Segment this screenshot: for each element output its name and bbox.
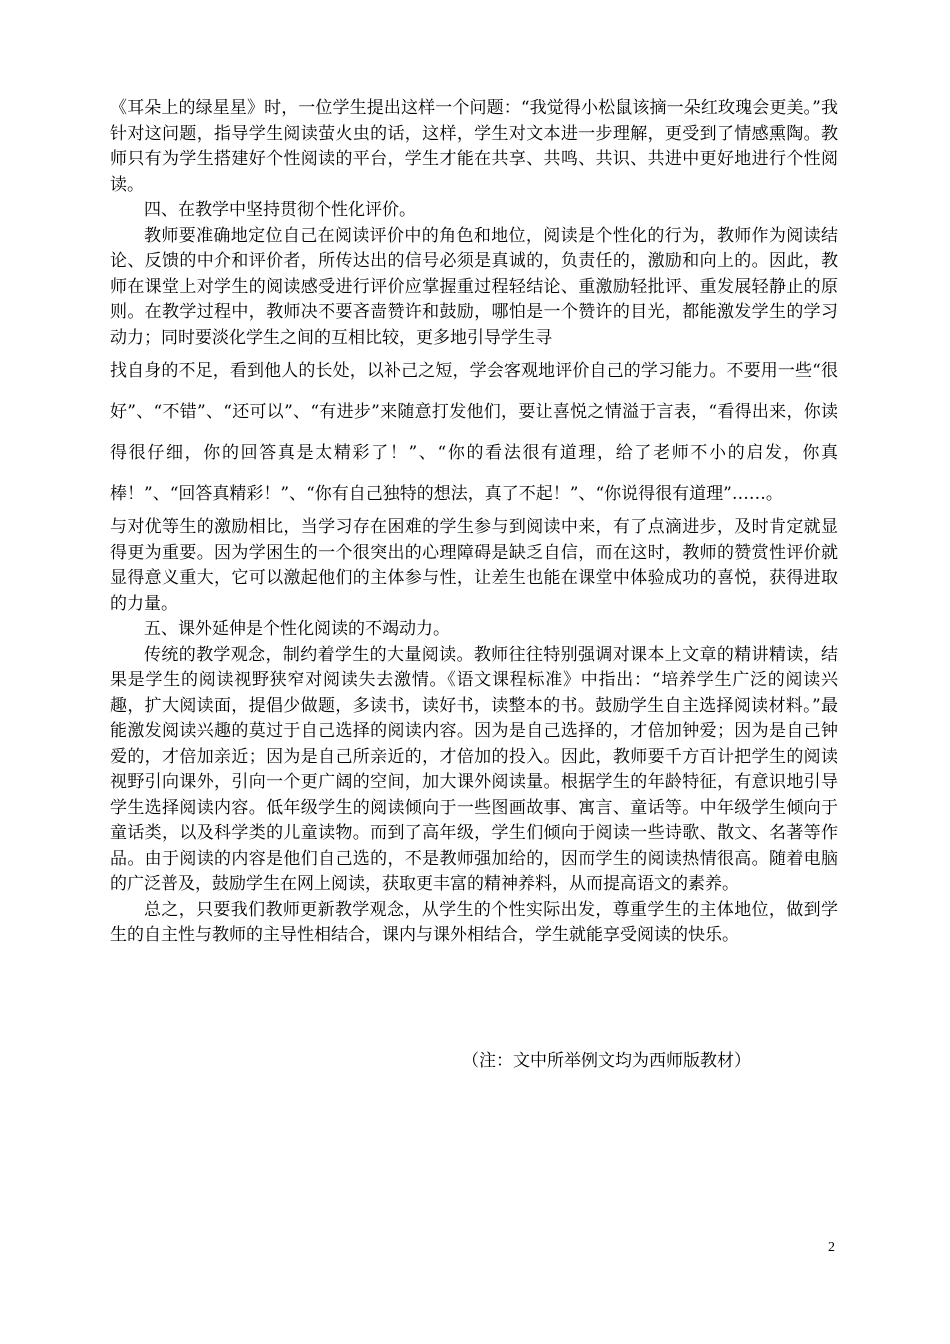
- section-heading-four: 四、在教学中坚持贯彻个性化评价。: [144, 200, 416, 220]
- paragraph-conclusion: 总之，只要我们教师更新教学观念，从学生的个性实际出发，尊重学生的主体地位，做到学生的自主性与教师的主导性相结合，课内与课外相结合，学生就能享受阅读的快乐。: [110, 899, 838, 945]
- paragraph-praise-examples: 找自身的不足，看到他人的长处，以补己之短，学会客观地评价自己的学习能力。不要用一些“很好”、“不错”、“还可以”、“有进步”来随意打发他们，要让喜悦之情溢于言表，“看得出来，你读得很仔细，你的回答真是太精彩了！”、“你的看法很有道理，给了老师不小的启发，你真棒！”、“回答真精彩！”、“你有自己独特的想法，真了不起！”、“你说得很有道理”……。: [110, 361, 838, 504]
- document-body: [110, 96, 838, 949]
- paragraph-extracurricular: 传统的教学观念，制约着学生的大量阅读。教师往往特别强调对课本上文章的精讲精读，结果是学生的阅读视野狭窄对阅读失去激情。《语文课程标准》中指出：“培养学生广泛的阅读兴趣，扩大阅读面，提倡少做题，多读书，读好书，读整本的书。鼓励学生自主选择阅读材料。”最能激发阅读兴趣的莫过于自己选择的阅读内容。因为是自己选择的，才倍加钟爱；因为是自己钟爱的，才倍加亲近；因为是自己所亲近的，才倍加的投入。因此，教师要千方百计把学生的阅读视野引向课外，引向一个更广阔的空间，加大课外阅读量。根据学生的年龄特征，有意识地引导学生选择阅读内容。低年级学生的阅读倾向于一些图画故事、寓言、童话等。中年级学生倾向于童话类，以及科学类的儿童读物。而到了高年级，学生们倾向于阅读一些诗歌、散文、名著等作品。由于阅读的内容是他们自己选的，不是教师强加给的，因而学生的阅读热情很高。随着电脑的广泛普及，鼓励学生在网上阅读，获取更丰富的精神养料，从而提高语文的素养。: [110, 644, 838, 894]
- section-heading-five: 五、课外延伸是个性化阅读的不竭动力。: [144, 619, 450, 639]
- footnote: （注：文中所举例文均为西师版教材）: [462, 1051, 751, 1071]
- paragraph-evaluation: 教师要准确地定位自己在阅读评价中的角色和地位，阅读是个性化的行为，教师作为阅读结论、反馈的中介和评价者，所传达出的信号必须是真诚的，负责任的，激励和向上的。因此，教师在课堂上对学生的阅读感受进行评价应掌握重过程轻结论、重激励轻批评、重发展轻静止的原则。在教学过程中，教师决不要吝啬赞许和鼓励，哪怕是一个赞许的目光，都能激发学生的学习动力；同时要淡化学生之间的互相比较，更多地引导学生寻: [110, 225, 838, 348]
- paragraph-continuation: 《耳朵上的绿星星》时，一位学生提出这样一个问题：“我觉得小松鼠该摘一朵红玫瑰会更美。”我针对这问题，指导学生阅读萤火虫的话，这样，学生对文本进一步理解，更受到了情感熏陶。教师只有为学生搭建好个性阅读的平台，学生才能在共享、共鸣、共识、共进中更好地进行个性阅读。: [110, 98, 838, 195]
- page-number: 2: [828, 1240, 835, 1255]
- paragraph-struggling-students: 与对优等生的激励相比，当学习存在困难的学生参与到阅读中来，有了点滴进步，及时肯定就显得更为重要。因为学困生的一个很突出的心理障碍是缺乏自信，而在这时，教师的赞赏性评价就显得意义重大，它可以激起他们的主体参与性，让差生也能在课堂中体验成功的喜悦，获得进取的力量。: [110, 517, 838, 614]
